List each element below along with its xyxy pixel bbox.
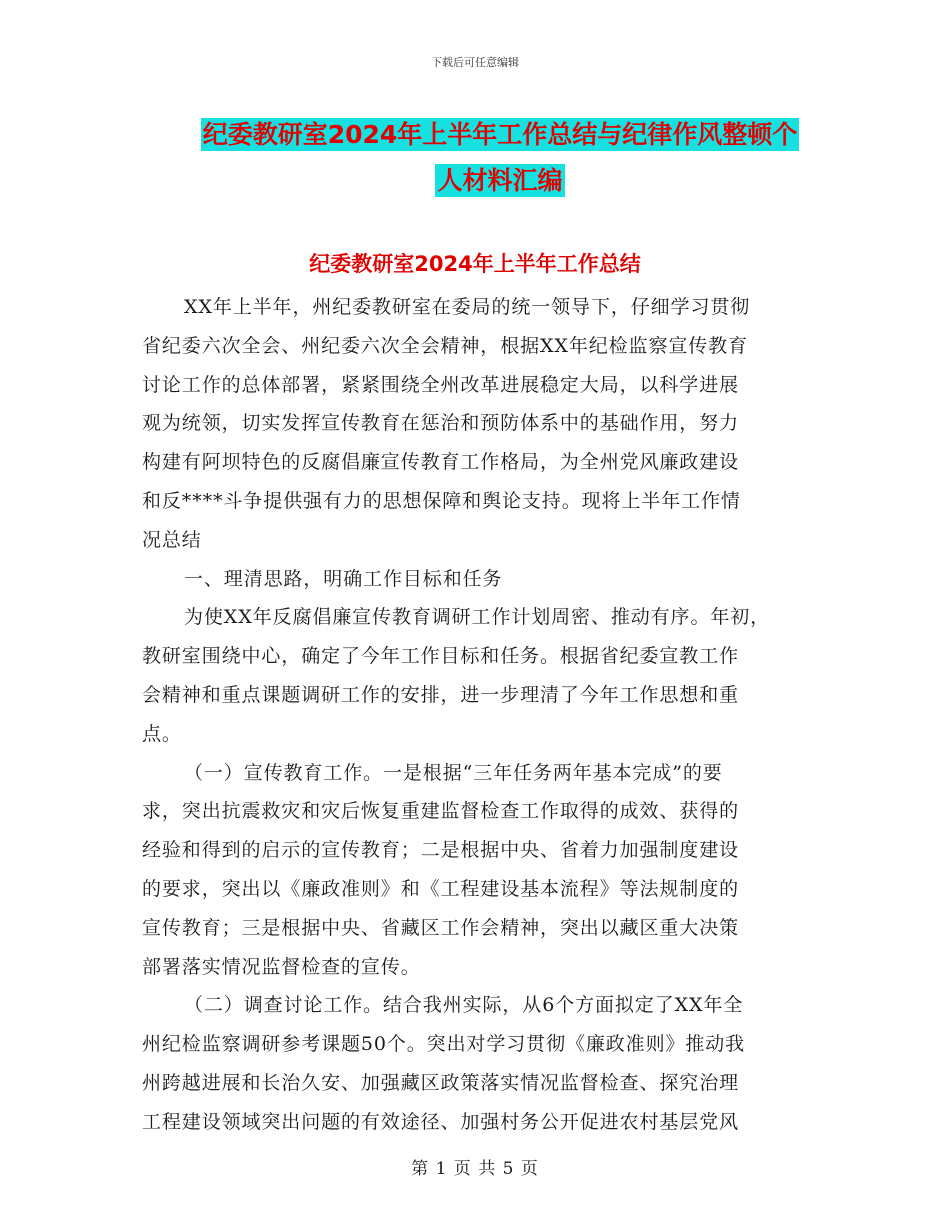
paragraph-line: 工程建设领域突出问题的有效途径、加强村务公开促进农村基层党风 [142,1110,740,1133]
paragraph-line: 的要求，突出以《廉政准则》和《工程建设基本流程》等法规制度的 [142,877,740,900]
section-title: 纪委教研室2024年上半年工作总结 [309,252,641,276]
paragraph-line: 省纪委六次全会、州纪委六次全会精神，根据XX年纪检监察宣传教育 [142,334,748,357]
paragraph-line: 讨论工作的总体部署，紧紧围绕全州改革进展稳定大局，以科学进展 [142,373,740,396]
body-text [142,288,802,1142]
document-title [140,112,860,204]
document-title-line-2: 人材料汇编 [437,166,563,195]
paragraph-line: 州跨越进展和长治久安、加强藏区政策落实情况监督检查、探究治理 [142,1071,740,1094]
paragraph-line: （二）调查讨论工作。结合我州实际，从6个方面拟定了XX年全 [184,994,744,1017]
paragraph-line: 教研室围绕中心，确定了今年工作目标和任务。根据省纪委宣教工作 [142,645,740,668]
paragraph-line: 宣传教育；三是根据中央、省藏区工作会精神，突出以藏区重大决策 [142,916,740,939]
paragraph-line: 为使XX年反腐倡廉宣传教育调研工作计划周密、推动有序。年初， [184,606,771,629]
paragraph-line: 构建有阿坝特色的反腐倡廉宣传教育工作格局，为全州党风廉政建设 [142,451,740,474]
subheading-line: 一、理清思路，明确工作目标和任务 [184,567,503,590]
paragraph-line: 求，突出抗震救灾和灾后恢复重建监督检查工作取得的成效、获得的 [142,800,740,823]
paragraph-line: XX年上半年，州纪委教研室在委局的统一领导下，仔细学习贯彻 [184,296,751,318]
page-number-footer: 第 1 页 共 5 页 [411,1159,539,1179]
document-title-line-1: 纪委教研室2024年上半年工作总结与纪律作风整顿个 [202,120,798,149]
header-note: 下载后可任意编辑 [431,56,519,69]
paragraph-line: 点。 [142,722,182,745]
paragraph-line: 部署落实情况监督检查的宣传。 [142,955,421,978]
paragraph-line: 观为统领，切实发挥宣传教育在惩治和预防体系中的基础作用，努力 [142,412,740,435]
paragraph-line: 和反****斗争提供强有力的思想保障和舆论支持。现将上半年工作情 [142,489,741,512]
paragraph-line: （一）宣传教育工作。一是根据“三年任务两年基本完成”的要 [184,761,723,784]
paragraph-line: 会精神和重点课题调研工作的安排，进一步理清了今年工作思想和重 [142,683,740,706]
paragraph-line: 经验和得到的启示的宣传教育；二是根据中央、省着力加强制度建设 [142,839,740,862]
paragraph-line: 州纪检监察调研参考课题50个。突出对学习贯彻《廉政准则》推动我 [142,1033,746,1056]
paragraph-line: 况总结 [142,528,202,551]
